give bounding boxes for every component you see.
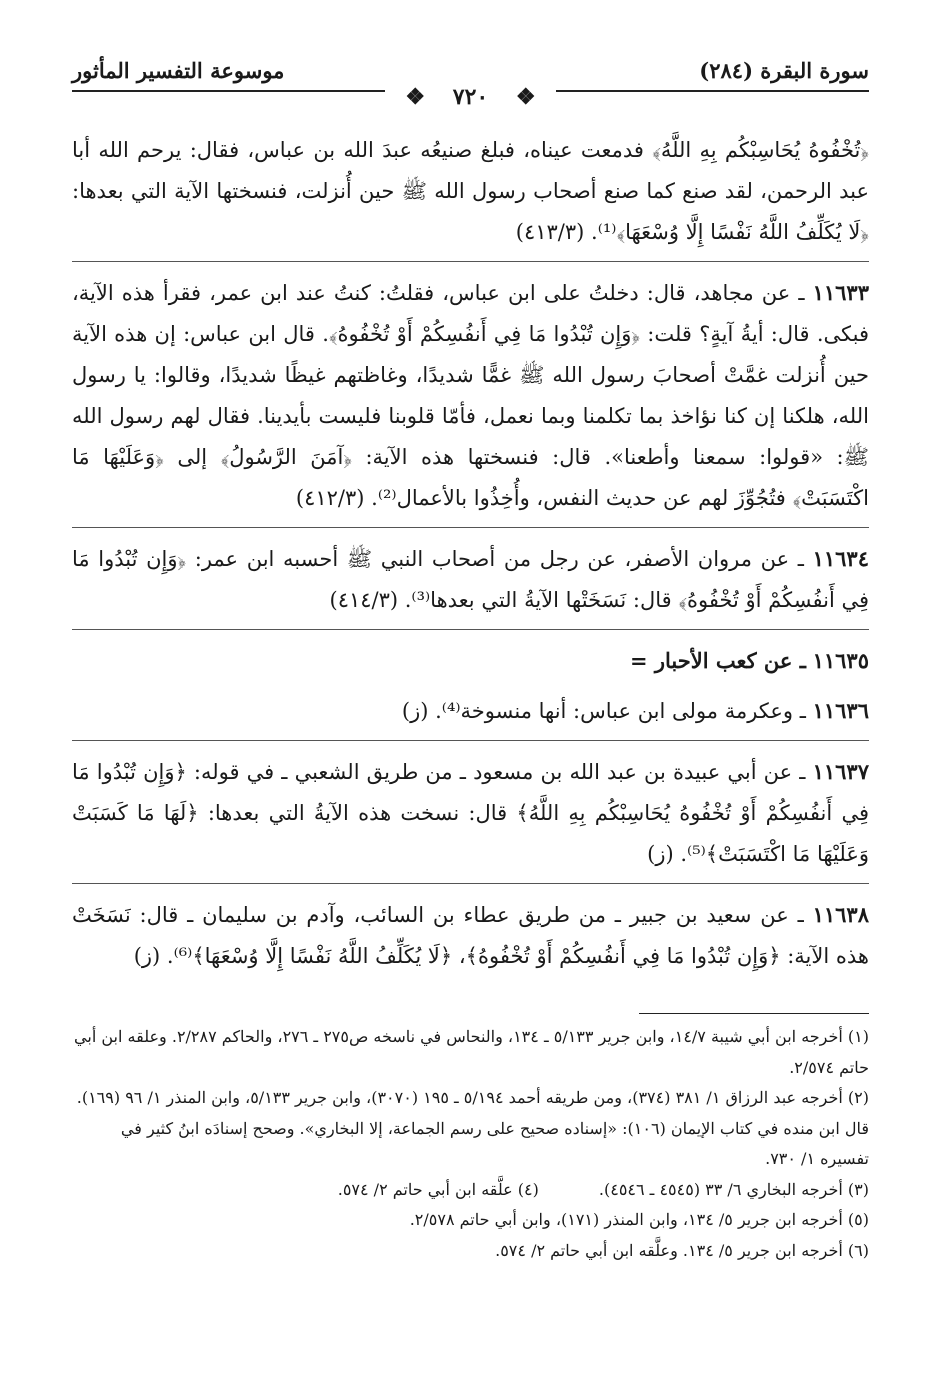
footnote-6: (٦) أخرجه ابن جرير ٥/ ١٣٤. وعلَّقه ابن أبي حاتم ٢/ ٥٧٤. (495, 1240, 869, 1260)
entry-number: ١١٦٣٥ (812, 648, 869, 673)
ornament-icon: ❖ (395, 84, 435, 110)
footnote-row-3-4 (72, 1175, 869, 1206)
book-title-header: موسوعة التفسير المأثور (72, 58, 285, 83)
footnote-3: (٣) أخرجه البخاري ٦/ ٣٣ (٤٥٤٥ ـ ٤٥٤٦). (598, 1179, 869, 1199)
entry-text: ـ عن أبي عبيدة بن عبد الله بن مسعود ـ من طريق الشعبي ـ في قوله: ﴿وَإِن تُبْدُوا مَا فِي أَنفُسِكُمْ أَوْ تُخْفُوهُ يُحَاسِبْكُم بِهِ اللَّهُ﴾ قال: نسخت هذه الآيةُ التي بعدها: ﴿لَهَا مَا كَسَبَتْ وَعَلَيْهَا مَا اكْتَسَبَتْ﴾⁽⁵⁾. (ز) (72, 760, 869, 866)
entry-text: ـ عن سعيد بن جبير ـ من طريق عطاء بن السائب، وآدم بن سليمان ـ قال: نَسَخَتْ هذه الآية: ﴿وَإِن تُبْدُوا مَا فِي أَنفُسِكُمْ أَوْ تُخْفُوهُ﴾، ﴿لَا يُكَلِّفُ اللَّهُ نَفْسًا إِلَّا وُسْعَهَا﴾⁽⁶⁾. (ز) (72, 903, 869, 968)
entry-divider (72, 740, 869, 741)
entry-number: ١١٦٣٣ (812, 280, 869, 305)
entry-11633 (72, 272, 869, 519)
entry-text: ـ عن مجاهد، قال: دخلتُ على ابن عباس، فقلتُ: كنتُ عند ابن عمر، فقرأ هذه الآية، فبكى. قال: أيةُ آيةٍ؟ قلت: ﴿وَإِن تُبْدُوا مَا فِي أَنفُسِكُمْ أَوْ تُخْفُوهُ﴾. قال ابن عباس: إن هذه الآية حين أُنزلت غمَّتْ أصحابَ رسول الله ﷺ غمًّا شديدًا، وغاظتهم غيظًا شديدًا، وقالوا: يا رسول الله، هلكنا إن كنا نؤاخذ بما تكلمنا وبما نعمل، فأمّا قلوبنا فليست بأيدينا. فقال لهم رسول الله ﷺ: «قولوا: سمعنا وأطعنا». قال: فنسختها هذه الآية: ﴿آمَنَ الرَّسُولُ﴾ إلى ﴿وَعَلَيْهَا مَا اكْتَسَبَتْ﴾ فتُجُوِّزَ لهم عن حديث النفس، وأُخِذُوا بالأعمال⁽²⁾. (٤١٢/٣) (72, 281, 869, 510)
entry-number: ١١٦٣٦ (812, 698, 869, 723)
entry-11635 (72, 640, 869, 682)
paragraph-text: ﴿تُخْفُوهُ يُحَاسِبْكُم بِهِ اللَّهُ﴾ فدمعت عيناه، فبلغ صنيعُه عبدَ الله بن عباس، فقال: يرحم الله أبا عبد الرحمن، لقد صنع كما صنع أصحاب رسول الله ﷺ حين أُنزلت، فنسختها الآية التي بعدها: ﴿لَا يُكَلِّفُ اللَّهُ نَفْسًا إِلَّا وُسْعَهَا﴾⁽¹⁾. (٤١٣/٣) (72, 138, 869, 244)
footnotes (72, 1022, 869, 1266)
footnote-2: (٢) أخرجه عبد الرزاق ١/ ٣٨١ (٣٧٤)، ومن طريقه أحمد ٥/١٩٤ ـ ١٩٥ (٣٠٧٠)، وابن جرير ٥/١٣٣، وابن المنذر ١/ ٩٦ (١٦٩). (76, 1088, 869, 1107)
footnote-rule (639, 1013, 869, 1014)
paragraph-continued (72, 130, 869, 253)
entry-11637 (72, 751, 869, 875)
entry-divider (72, 629, 869, 630)
footnote-5: (٥) أخرجه ابن جرير ٥/ ١٣٤، وابن المنذر (١٧١)، وابن أبي حاتم ٢/٥٧٨. (409, 1210, 869, 1229)
footnote-4: (٤) علَّقه ابن أبي حاتم ٢/ ٥٧٤. (337, 1179, 539, 1199)
entry-number: ١١٦٣٤ (812, 546, 869, 571)
entry-11638 (72, 894, 869, 977)
entry-11634 (72, 538, 869, 621)
entry-text: ـ وعكرمة مولى ابن عباس: أنها منسوخة⁽⁴⁾. (ز) (401, 699, 806, 723)
footnote-1: (١) أخرجه ابن أبي شيبة ١٤/٧، وابن جرير ٥/١٣٣ ـ ١٣٤، والنحاس في ناسخه ص٢٧٥ ـ ٢٧٦، والحاكم ٢/٢٨٧. وعلقه ابن أبي حاتم ٢/٥٧٤. (74, 1027, 869, 1077)
entry-text: ـ عن مروان الأصفر، عن رجل من أصحاب النبي ﷺ أحسبه ابن عمر: ﴿وَإِن تُبْدُوا مَا فِي أَنفُسِكُمْ أَوْ تُخْفُوهُ﴾ قال: نَسَخَتْها الآيةُ التي بعدها⁽³⁾. (٤١٤/٣) (72, 547, 869, 612)
page-number: ٧٢٠ (443, 84, 498, 110)
entry-number: ١١٦٣٧ (812, 759, 869, 784)
entry-text: ـ عن كعب الأحبار = (629, 648, 806, 673)
entry-divider (72, 883, 869, 884)
page-number-line (0, 84, 941, 110)
footnote-2-note: قال ابن منده في كتاب الإيمان (١٠٦): «إسناده صحيح على رسم الجماعة، إلا البخاري». وصحح إسنادَه ابنُ كثير في تفسيره ١/ ٧٣٠. (120, 1118, 869, 1168)
entry-divider (72, 527, 869, 528)
surah-header: سورة البقرة (٢٨٤) (699, 58, 869, 83)
entry-11636 (72, 690, 869, 732)
entry-divider (72, 261, 869, 262)
ornament-icon: ❖ (506, 84, 546, 110)
main-text (72, 130, 869, 985)
entry-number: ١١٦٣٨ (812, 902, 869, 927)
